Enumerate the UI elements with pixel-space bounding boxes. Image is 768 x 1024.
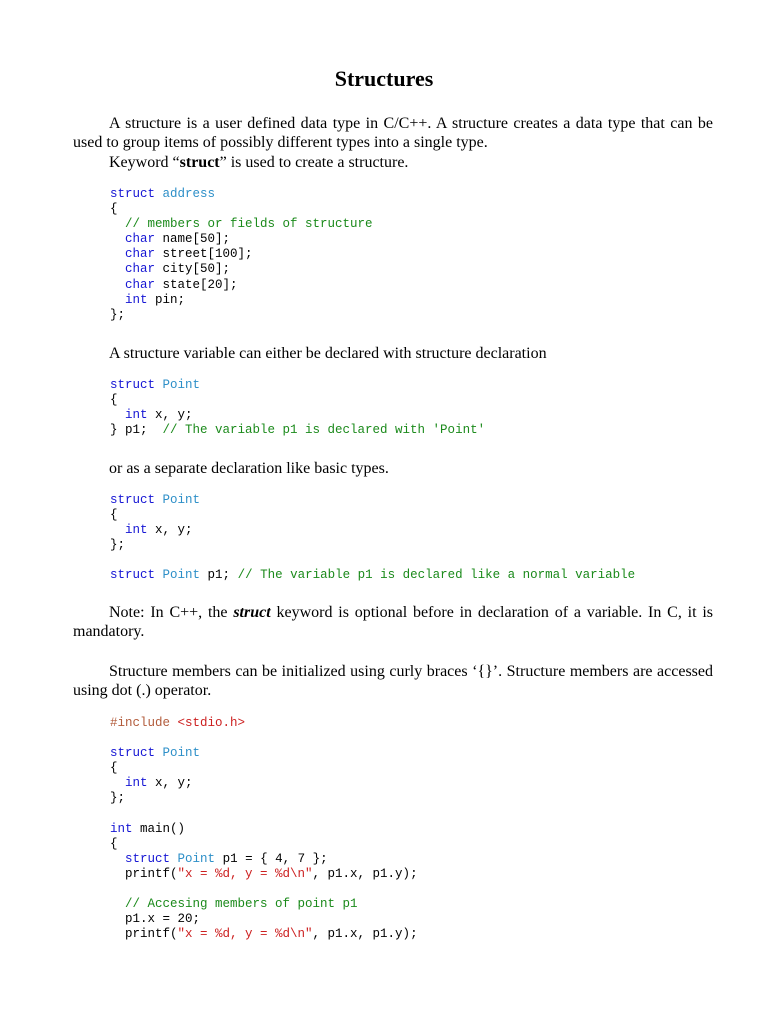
- code-text: printf(: [110, 866, 178, 881]
- code-line: [110, 423, 485, 438]
- keyword-struct-bold-italic: struct: [233, 604, 271, 621]
- code-line: [110, 897, 418, 912]
- code-text: p1;: [200, 568, 238, 583]
- keyword-paragraph-prefix: Keyword “: [109, 154, 180, 171]
- code-text: city[50];: [155, 262, 231, 277]
- code-text: [110, 247, 125, 261]
- code-line: [110, 538, 635, 553]
- code-line: [110, 262, 373, 277]
- code-keyword: char: [125, 247, 156, 262]
- code-line: [110, 508, 635, 523]
- code-line: [110, 217, 373, 232]
- code-text: [110, 293, 125, 307]
- code-text: };: [110, 538, 126, 553]
- code-type-name: Point: [162, 493, 201, 507]
- code-text: [110, 217, 125, 231]
- code-keyword: char: [125, 232, 156, 247]
- code-text: };: [110, 791, 126, 806]
- code-text: , p1.x, p1.y);: [312, 866, 418, 881]
- code-type-name: Point: [177, 851, 216, 866]
- code-comment: // The variable p1 is declared with 'Point': [162, 423, 486, 438]
- code-text: [155, 493, 163, 507]
- code-line: [110, 882, 418, 897]
- keyword-paragraph-suffix: ” is used to create a structure.: [219, 154, 409, 171]
- code-keyword: char: [125, 262, 156, 277]
- code-text: main(): [132, 821, 186, 836]
- code-text: [155, 378, 163, 392]
- code-text: p1.x = 20;: [110, 912, 201, 927]
- code-line: [110, 202, 373, 217]
- code-comment: // Accesing members of point p1: [125, 897, 358, 912]
- code-text: {: [110, 761, 118, 776]
- code-text: } p1;: [110, 423, 163, 438]
- code-type-name: Point: [162, 746, 201, 761]
- code-text: {: [110, 836, 118, 851]
- code-keyword: struct: [110, 746, 156, 761]
- separate-declaration-paragraph: or as a separate declaration like basic types.: [109, 460, 389, 477]
- code-line: [110, 927, 418, 942]
- code-line: [110, 553, 635, 568]
- keyword-paragraph: [73, 153, 713, 172]
- code-line: [110, 408, 485, 423]
- note-paragraph-suffix: keyword is optional before in declaration of a variable. In C, it is mandatory.: [73, 604, 714, 640]
- code-line: [110, 822, 418, 837]
- code-line: [110, 308, 373, 323]
- code-line: [110, 493, 635, 508]
- note-paragraph: [73, 603, 713, 641]
- code-line: [110, 912, 418, 927]
- code-text: [170, 852, 178, 866]
- code-block-address: [110, 187, 373, 323]
- page-title: Structures: [334, 66, 434, 91]
- code-block-point-inline: [110, 378, 485, 438]
- code-line: [110, 746, 418, 761]
- code-keyword: struct: [110, 493, 156, 507]
- code-keyword: int: [125, 292, 148, 307]
- code-text: printf(: [110, 927, 178, 942]
- code-keyword: struct: [110, 378, 156, 392]
- code-block-main-example: [110, 716, 418, 942]
- code-text: [110, 408, 125, 422]
- declaration-paragraph: A structure variable can either be declared with structure declaration: [109, 345, 547, 362]
- code-text: [110, 278, 125, 292]
- code-text: state[20];: [155, 277, 238, 292]
- code-line: [110, 568, 635, 583]
- code-line: [110, 716, 418, 731]
- keyword-struct-bold: struct: [179, 154, 220, 171]
- code-keyword: int: [125, 408, 148, 423]
- code-keyword: struct: [125, 851, 171, 866]
- code-text: [155, 746, 163, 760]
- code-line: [110, 393, 485, 408]
- code-line: [110, 867, 418, 882]
- code-line: [110, 278, 373, 293]
- code-text: {: [110, 508, 118, 523]
- code-keyword: int: [125, 523, 148, 538]
- code-text: [155, 568, 163, 582]
- code-text: , p1.x, p1.y);: [312, 927, 418, 942]
- code-preprocessor: #include: [110, 716, 178, 730]
- code-string: "x = %d, y = %d\n": [177, 927, 313, 942]
- code-text: [110, 523, 125, 537]
- code-type-name: Point: [162, 568, 201, 583]
- code-text: x, y;: [147, 523, 193, 538]
- code-line: [110, 187, 373, 202]
- code-text: p1 = { 4, 7 };: [215, 851, 328, 866]
- code-text: {: [110, 393, 118, 408]
- code-comment: // members or fields of structure: [125, 217, 373, 232]
- code-keyword: int: [110, 821, 133, 836]
- code-line: [110, 232, 373, 247]
- note-paragraph-prefix: Note: In C++, the: [109, 604, 234, 621]
- code-keyword: struct: [110, 187, 156, 201]
- code-keyword: struct: [110, 568, 156, 583]
- code-text: pin;: [147, 292, 186, 307]
- code-text: x, y;: [147, 776, 193, 791]
- code-line: [110, 791, 418, 806]
- code-text: [110, 232, 125, 246]
- code-line: [110, 807, 418, 822]
- code-text: street[100];: [155, 247, 253, 262]
- code-text: [110, 852, 125, 866]
- code-line: [110, 731, 418, 746]
- code-line: [110, 837, 418, 852]
- intro-paragraph: A structure is a user defined data type in C/C++. A structure creates a data type that can be used to group items of possibly different types into a single type.: [73, 115, 713, 151]
- code-text: [110, 262, 125, 276]
- code-text: };: [110, 307, 126, 322]
- code-type-name: address: [162, 187, 216, 201]
- code-comment: // The variable p1 is declared like a normal variable: [237, 568, 636, 583]
- code-line: [110, 776, 418, 791]
- code-text: x, y;: [147, 408, 193, 423]
- code-text: name[50];: [155, 232, 231, 247]
- code-keyword: int: [125, 776, 148, 791]
- code-string: <stdio.h>: [177, 716, 246, 730]
- code-line: [110, 523, 635, 538]
- code-text: [110, 776, 125, 790]
- code-string: "x = %d, y = %d\n": [177, 866, 313, 881]
- code-text: [110, 897, 125, 911]
- code-line: [110, 378, 485, 393]
- code-block-point-separate: [110, 493, 635, 584]
- code-line: [110, 761, 418, 776]
- code-text: {: [110, 202, 118, 217]
- code-keyword: char: [125, 277, 156, 292]
- initialization-paragraph: Structure members can be initialized using curly braces ‘{}’. Structure members are accessed using dot (.) operator.: [73, 663, 713, 699]
- code-text: [155, 187, 163, 201]
- code-line: [110, 247, 373, 262]
- code-line: [110, 852, 418, 867]
- code-type-name: Point: [162, 378, 201, 392]
- code-line: [110, 293, 373, 308]
